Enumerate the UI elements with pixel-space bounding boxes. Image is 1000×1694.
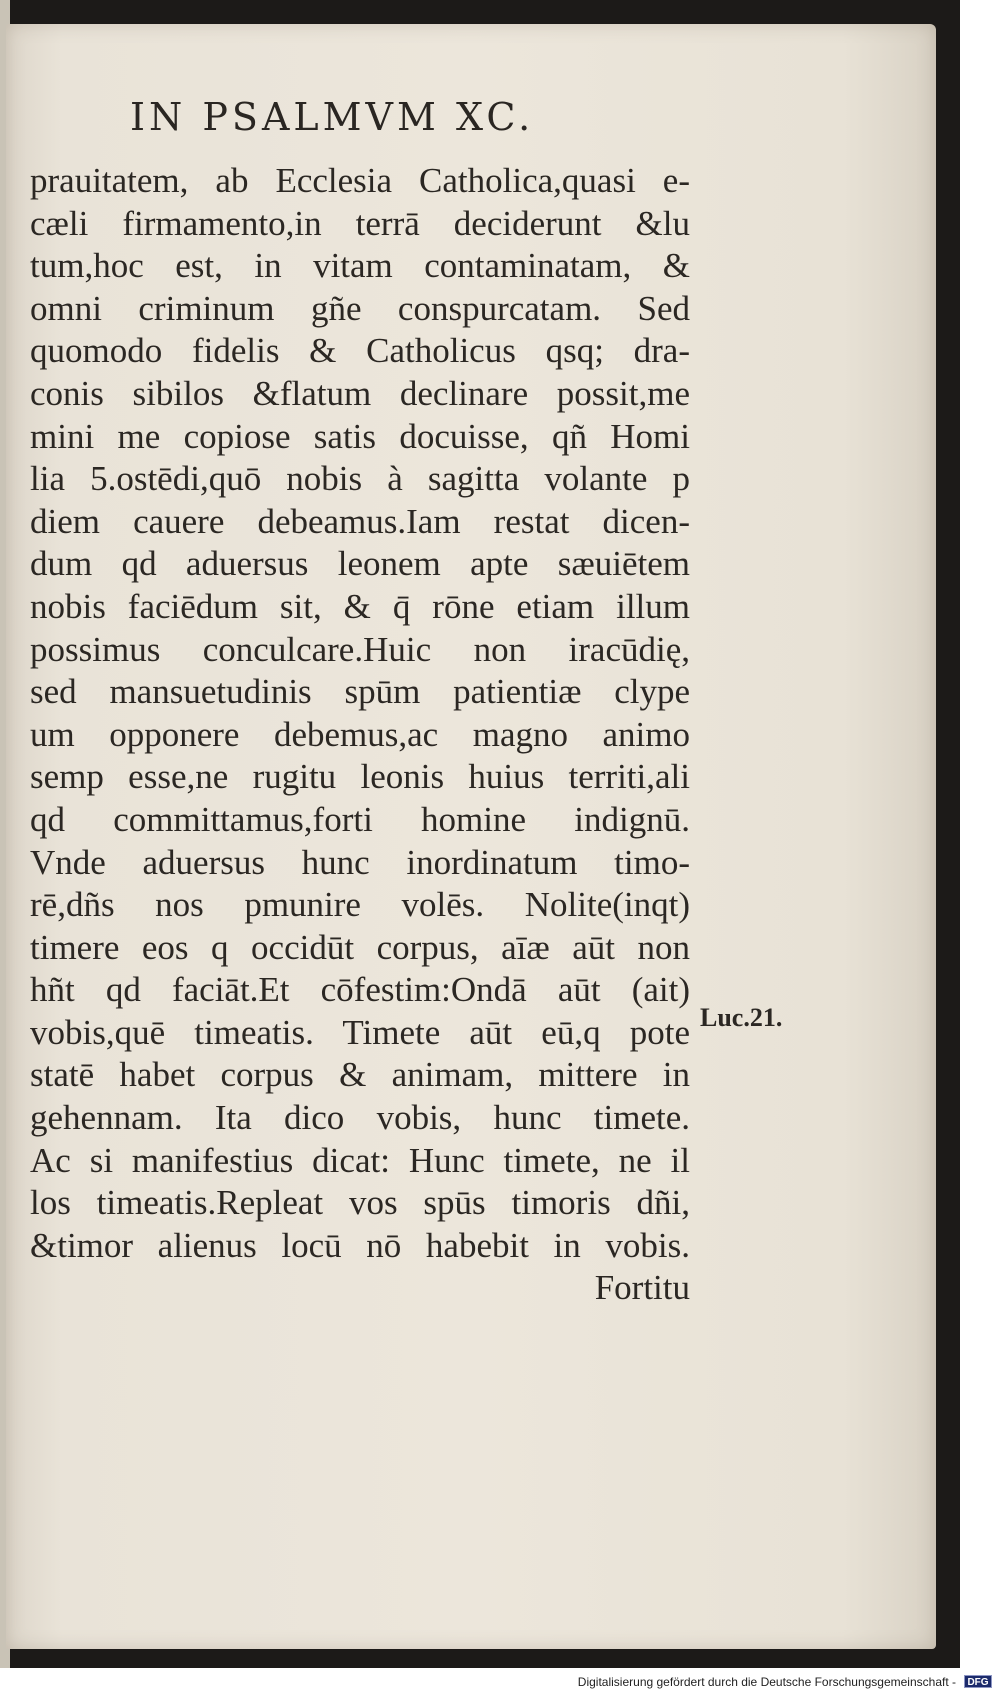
text-line: vobis,quē timeatis. Timete aūt eū,q pote: [30, 1012, 690, 1052]
text-line: quomodo fidelis & Catholicus qsq; dra-: [30, 331, 690, 371]
text-line: dum qd aduersus leonem apte sæuiētem: [30, 544, 690, 584]
text-line: um opponere debemus,ac magno animo: [30, 714, 690, 754]
text-line: prauitatem, ab Ecclesia Catholica,quasi e-: [30, 161, 690, 200]
catchword: Fortitu: [594, 1268, 690, 1308]
text-line: statē habet corpus & animam, mittere in: [30, 1055, 690, 1095]
text-line: conis sibilos &flatum declinare possit,me: [30, 373, 690, 413]
text-line: hñt qd faciāt.Et cōfestim:Ondā aūt (ait): [30, 970, 690, 1010]
digitization-credit: Digitalisierung gefördert durch die Deutsche Forschungsgemeinschaft -: [577, 1675, 956, 1689]
text-line: omni criminum gñe conspurcatam. Sed: [30, 288, 690, 328]
dfg-logo: DFG: [964, 1675, 992, 1688]
text-line: Vnde aduersus hunc inordinatum timo-: [30, 842, 690, 882]
text-line: nobis faciēdum sit, & q̄ rōne etiam illum: [30, 586, 690, 626]
text-line: gehennam. Ita dico vobis, hunc timete.: [30, 1098, 690, 1138]
text-line: sed mansuetudinis spūm patientiæ clype: [30, 672, 690, 712]
text-line: Ac si manifestius dicat: Hunc timete, ne il: [30, 1140, 690, 1180]
text-line: los timeatis.Repleat vos spūs timoris dñi,: [30, 1183, 690, 1223]
marginal-reference: Luc.21.: [700, 1003, 783, 1032]
text-line: diem cauere debeamus.Iam restat dicen-: [30, 501, 690, 541]
running-title: IN PSALMVM XC.: [130, 95, 535, 139]
text-line: possimus conculcare.Huic non iracūdię,: [30, 629, 690, 669]
body-text: [30, 160, 690, 1310]
text-line: cæli firmamento,in terrā deciderunt &lu: [30, 203, 690, 243]
text-line: &timor alienus locū nō habebit in vobis.: [30, 1225, 690, 1265]
text-line: tum,hoc est, in vitam contaminatam, &: [30, 246, 690, 286]
text-line: semp esse,ne rugitu leonis huius territi,ali: [30, 757, 690, 797]
text-line: qd committamus,forti homine indignū.: [30, 799, 690, 839]
text-line: mini me copiose satis docuisse, qñ Homi: [30, 416, 690, 456]
text-line: lia 5.ostēdi,quō nobis à sagitta volante p: [30, 459, 690, 499]
text-line: rē,dñs nos pmunire volēs. Nolite(inqt): [30, 885, 690, 925]
text-line: timere eos q occidūt corpus, aīæ aūt non: [30, 927, 690, 967]
